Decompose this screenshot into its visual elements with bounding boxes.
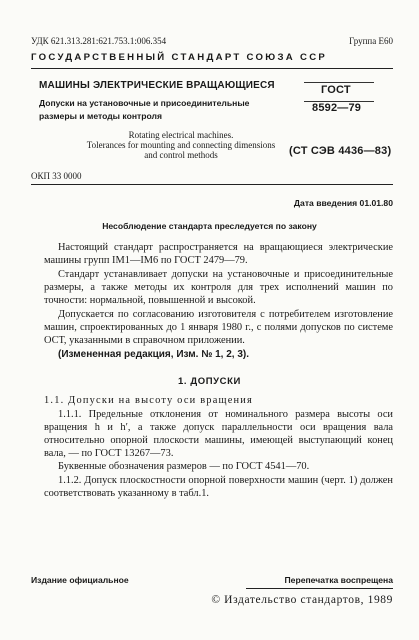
- header-divider: [31, 68, 393, 69]
- st-sev-reference: (СТ СЭВ 4436—83): [289, 145, 392, 157]
- english-title-line3: and control methods: [144, 150, 218, 160]
- group-code: Группа Е60: [349, 36, 393, 46]
- paragraph-1-1-1: 1.1.1. Предельные отклонения от номинального размера высоты оси вращения h и h′, а также допуск параллельности оси вращения вала относительно опорной плоскости машины, имеющей выступающий конец вала, — по ГОСТ 13267—73.: [44, 409, 393, 459]
- english-title-line1: Rotating electrical machines.: [128, 130, 234, 140]
- footer-divider: [246, 588, 393, 589]
- introduction-date: Дата введения 01.01.80: [293, 198, 393, 208]
- standard-org: ГОСУДАРСТВЕННЫЙ СТАНДАРТ СОЮЗА ССР: [31, 52, 328, 63]
- gost-label: ГОСТ: [321, 84, 351, 96]
- gost-number: 8592—79: [312, 102, 362, 114]
- paragraph-1-1-2: 1.1.2. Допуск плоскостности опорной поверхности машин (черт. 1) должен соответствовать указанному в табл.1.: [44, 475, 393, 499]
- document-subtitle-line2: размеры и методы контроля: [39, 111, 163, 121]
- copyright: © Издательство стандартов, 1989: [211, 594, 393, 606]
- english-title-line2: Tolerances for mounting and connecting dimensions: [86, 140, 276, 150]
- document-title: МАШИНЫ ЭЛЕКТРИЧЕСКИЕ ВРАЩАЮЩИЕСЯ: [39, 80, 275, 91]
- amendment-note: (Измененная редакция, Изм. № 1, 2, 3).: [58, 349, 250, 360]
- section-heading: 1. ДОПУСКИ: [178, 376, 241, 387]
- paragraph-1-1-1-designations: Буквенные обозначения размеров — по ГОСТ 4541—70.: [58, 461, 310, 472]
- law-notice: Несоблюдение стандарта преследуется по закону: [102, 221, 317, 231]
- udk-code: УДК 621.313.281:621.753.1:006.354: [31, 36, 167, 46]
- paragraph-scope: Настоящий стандарт распространяется на вращающиеся электрические машины групп IM1—IM6 по ГОСТ 2479—79.: [44, 242, 393, 266]
- title-divider: [31, 184, 393, 185]
- paragraph-tolerances: Стандарт устанавливает допуски на установочные и присоединительные размеры, а также методы их контроля для трех исполнений машин по точности: нормальной, повышенной и высокой.: [44, 269, 393, 306]
- okp-code: ОКП 33 0000: [31, 171, 82, 181]
- official-edition: Издание официальное: [31, 575, 129, 585]
- subsection-heading: 1.1. Допуски на высоту оси вращения: [44, 395, 254, 406]
- reprint-notice: Перепечатка воспрещена: [284, 575, 393, 585]
- paragraph-exception: Допускается по согласованию изготовителя с потребителем изготовление машин, спроектированных до 1 января 1980 г., с полями допусков по системе ОСТ, указанными в справочном приложении.: [44, 309, 393, 346]
- document-subtitle-line1: Допуски на установочные и присоединительные: [39, 98, 250, 108]
